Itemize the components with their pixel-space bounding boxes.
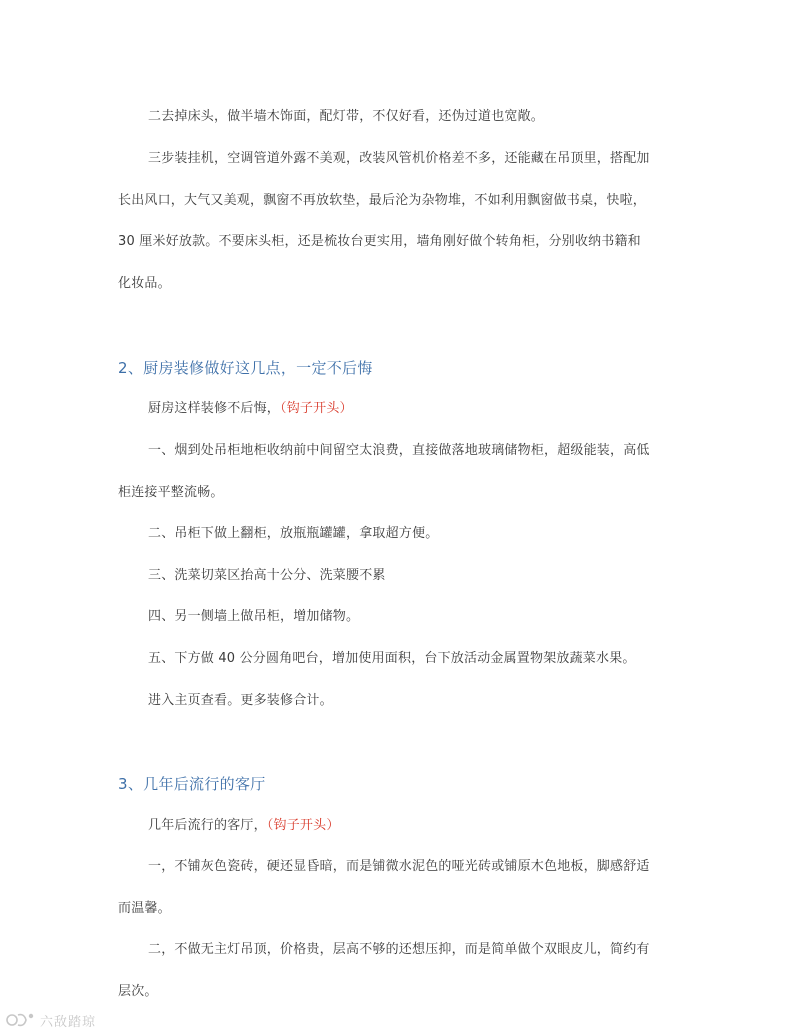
paragraph-line: 层次。 (118, 983, 158, 999)
paragraph-kitchen-item-3 (118, 555, 688, 597)
paragraph-living-item-2 (118, 929, 688, 1012)
paragraph-line: 30 厘米好放款。不要床头柜，还是梳妆台更实用，墙角刚好做个转角柜，分别收纳书籍和 (118, 234, 641, 249)
paragraph-kitchen-item-6 (118, 680, 688, 722)
section-heading-kitchen: 2、厨房装修做好这几点，一定不后悔 (118, 359, 373, 377)
paragraph-line: 柜连接平整流畅。 (118, 484, 224, 500)
paragraph-text: 二、吊柜下做上翻柜，放瓶瓶罐罐，拿取超方便。 (148, 526, 439, 541)
logo-icon (6, 1011, 36, 1029)
paragraph-headboard (118, 96, 688, 138)
paragraph-text: 三、洗菜切菜区抬高十公分、洗菜腰不累 (148, 568, 386, 583)
paragraph-text: 二去掉床头，做半墙木饰面，配灯带，不仅好看，还伪过道也宽敞。 (148, 109, 545, 124)
paragraph-kitchen-item-4 (118, 596, 688, 638)
paragraph-line: 二，不做无主灯吊顶，价格贵，层高不够的还想压抑，而是简单做个双眼皮儿，简约有 (148, 942, 650, 957)
paragraph-line: 长出风口，大气又美观，飘窗不再放软垫，最后沦为杂物堆，不如利用飘窗做书桌，快啦， (118, 192, 647, 208)
hook-label: （钩子开头） (266, 818, 340, 833)
paragraph-text: 五、下方做 40 公分圆角吧台，增加使用面积，台下放活动金属置物架放蔬菜水果。 (148, 651, 636, 666)
paragraph-kitchen-item-1 (118, 430, 688, 513)
paragraph-text: 进入主页查看。更多装修合计。 (148, 693, 333, 708)
paragraph-kitchen-lead (118, 388, 688, 430)
hook-label: （钩子开头） (280, 401, 353, 416)
paragraph-kitchen-item-5 (118, 638, 688, 680)
lead-text: 厨房这样装修不后悔， (148, 401, 281, 416)
section-heading-living-room: 3、几年后流行的客厅 (118, 775, 266, 793)
paragraph-living-item-1 (118, 846, 688, 929)
paragraph-line: 而温馨。 (118, 900, 171, 916)
paragraph-living-lead (118, 805, 688, 847)
lead-text: 几年后流行的客厅， (148, 818, 267, 833)
paragraph-text: 四、另一侧墙上做吊柜，增加储物。 (148, 609, 360, 624)
watermark-text: 六敌踏琼 (40, 1014, 97, 1030)
paragraph-line: 一、烟到处吊柜地柜收纳前中间留空太浪费，直接做落地玻璃储物柜，超级能装，高低 (148, 443, 650, 458)
paragraph-line: 三步装挂机，空调管道外露不美观，改装风管机价格差不多，还能藏在吊顶里，搭配加 (148, 151, 650, 166)
paragraph-line: 一，不铺灰色瓷砖，硬还显昏暗，而是铺微水泥色的哑光砖或铺原木色地板，脚感舒适 (148, 859, 650, 874)
paragraph-kitchen-item-2 (118, 513, 688, 555)
watermark (6, 1009, 96, 1031)
paragraph-line: 化妆品。 (118, 275, 171, 291)
paragraph-air-conditioner (118, 138, 688, 304)
